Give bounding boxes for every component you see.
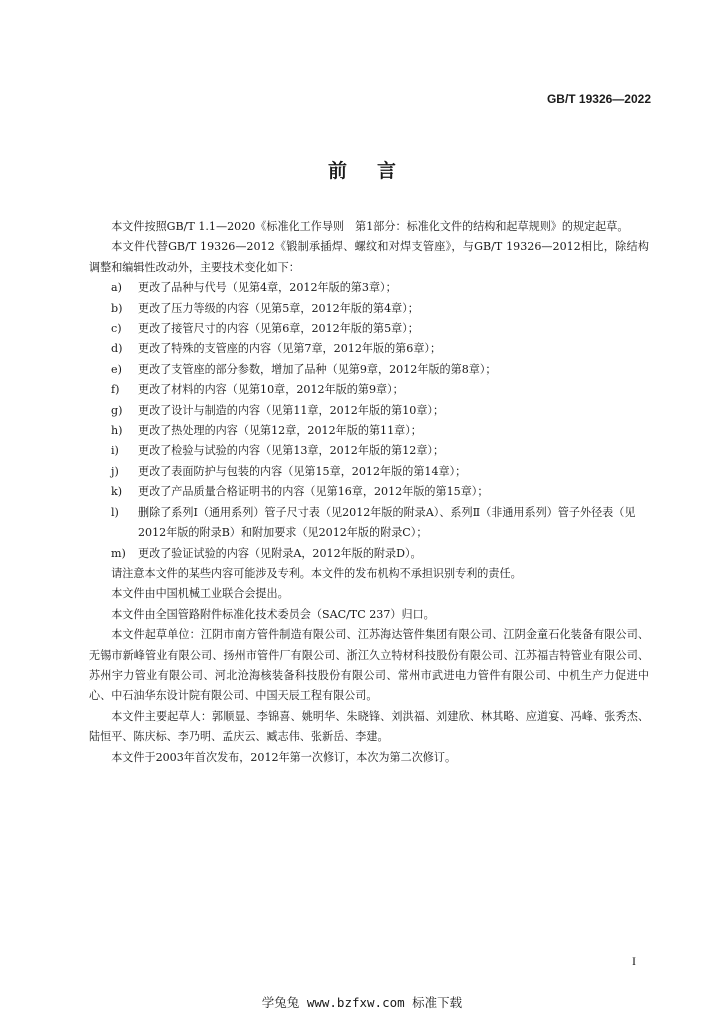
list-item-text: 更改了验证试验的内容（见附录A，2012年版的附录D）。 [138, 546, 422, 560]
paragraph-proposer: 本文件由中国机械工业联合会提出。 [111, 587, 289, 601]
list-item-text: 更改了特殊的支管座的内容（见第7章，2012年版的第6章）； [138, 342, 442, 356]
list-marker: k) [111, 485, 123, 499]
list-marker: i) [111, 444, 119, 458]
list-item-text: 更改了压力等级的内容（见第5章，2012年版的第4章）； [138, 301, 419, 315]
list-item [89, 278, 649, 298]
list-item-text: 更改了表面防护与包装的内容（见第15章，2012年版的第14章）； [138, 464, 467, 478]
list-item [89, 380, 649, 400]
list-item-text: 更改了检验与试验的内容（见第13章，2012年版的第12章）； [138, 444, 445, 458]
list-marker: e) [111, 362, 122, 376]
paragraph-committee: 本文件由全国管路附件标准化技术委员会（SAC/TC 237）归口。 [111, 607, 435, 621]
list-item [89, 503, 649, 544]
list-item [89, 441, 649, 461]
list-item [89, 482, 649, 502]
list-item [89, 360, 649, 380]
standard-number: GB/T 19326—2022 [546, 92, 651, 106]
list-item [89, 462, 649, 482]
list-item-text: 更改了支管座的部分参数，增加了品种（见第9章，2012年版的第8章）； [138, 362, 497, 376]
list-marker: h) [111, 424, 123, 438]
list-item [89, 421, 649, 441]
paragraph-patent-notice: 请注意本文件的某些内容可能涉及专利。本文件的发布机构不承担识别专利的责任。 [111, 566, 522, 580]
list-item-text: 更改了设计与制造的内容（见第11章，2012年版的第10章）； [138, 403, 445, 417]
list-marker: f) [111, 383, 120, 397]
list-marker: l) [111, 505, 119, 519]
list-item-text: 更改了产品质量合格证明书的内容（见第16章，2012年版的第15章）； [138, 485, 489, 499]
changes-list [89, 278, 649, 564]
page-number: I [632, 954, 636, 968]
list-marker: g) [111, 403, 123, 417]
page-title: 前言 [327, 160, 426, 182]
list-item [89, 401, 649, 421]
list-marker: d) [111, 342, 123, 356]
list-item-text: 更改了材料的内容（见第10章，2012年版的第9章）； [138, 383, 404, 397]
list-marker: b) [111, 301, 123, 315]
list-marker: a) [111, 281, 122, 295]
list-item-text: 更改了接管尺寸的内容（见第6章，2012年版的第5章）； [138, 322, 419, 336]
paragraph-replacement: 本文件代替GB/T 19326—2012《锻制承插焊、螺纹和对焊支管座》，与GB/T 19326—2012相比，除结构调整和编辑性改动外，主要技术变化如下： [89, 240, 649, 274]
paragraph-drafting-units: 本文件起草单位：江阴市南方管件制造有限公司、江苏海达管件集团有限公司、江阴金童石化装备有限公司、无锡市新峰管业有限公司、扬州市管件厂有限公司、浙江久立特材科技股份有限公司、江苏福吉特管业有限公司、苏州宇力管业有限公司、河北沧海核装备科技股份有限公司、常州市武进电力管件有限公司、中机生产力促进中心、中石油华东设计院有限公司、中国天辰工程有限公司。 [89, 628, 649, 703]
list-marker: c) [111, 322, 122, 336]
list-item-text: 更改了热处理的内容（见第12章，2012年版的第11章）； [138, 424, 422, 438]
list-item [89, 544, 649, 564]
list-item [89, 299, 649, 319]
paragraph-history: 本文件于2003年首次发布，2012年第一次修订，本次为第二次修订。 [111, 750, 457, 764]
list-item [89, 339, 649, 359]
list-item-text: 删除了系列Ⅰ（通用系列）管子尺寸表（见2012年版的附录A）、系列Ⅱ（非通用系列）管子外径表（见2012年版的附录B）和附加要求（见2012年版的附录C）； [138, 505, 636, 540]
footer-watermark: 学兔兔 www.bzfxw.com 标准下载 [261, 995, 463, 1010]
list-marker: j) [111, 464, 119, 478]
list-marker: m) [111, 546, 126, 560]
document-body [89, 217, 649, 768]
list-item-text: 更改了品种与代号（见第4章，2012年版的第3章）； [138, 281, 397, 295]
paragraph-drafting-rules: 本文件按照GB/T 1.1—2020《标准化工作导则 第1部分：标准化文件的结构和起草规则》的规定起草。 [111, 220, 629, 233]
list-item [89, 319, 649, 339]
paragraph-drafters: 本文件主要起草人：郭顺显、李锦喜、姚明华、朱晓锋、刘洪福、刘建欣、林其略、应道宴、冯峰、张秀杰、陆恒平、陈庆标、李乃明、孟庆云、臧志伟、张新岳、李建。 [89, 709, 649, 744]
